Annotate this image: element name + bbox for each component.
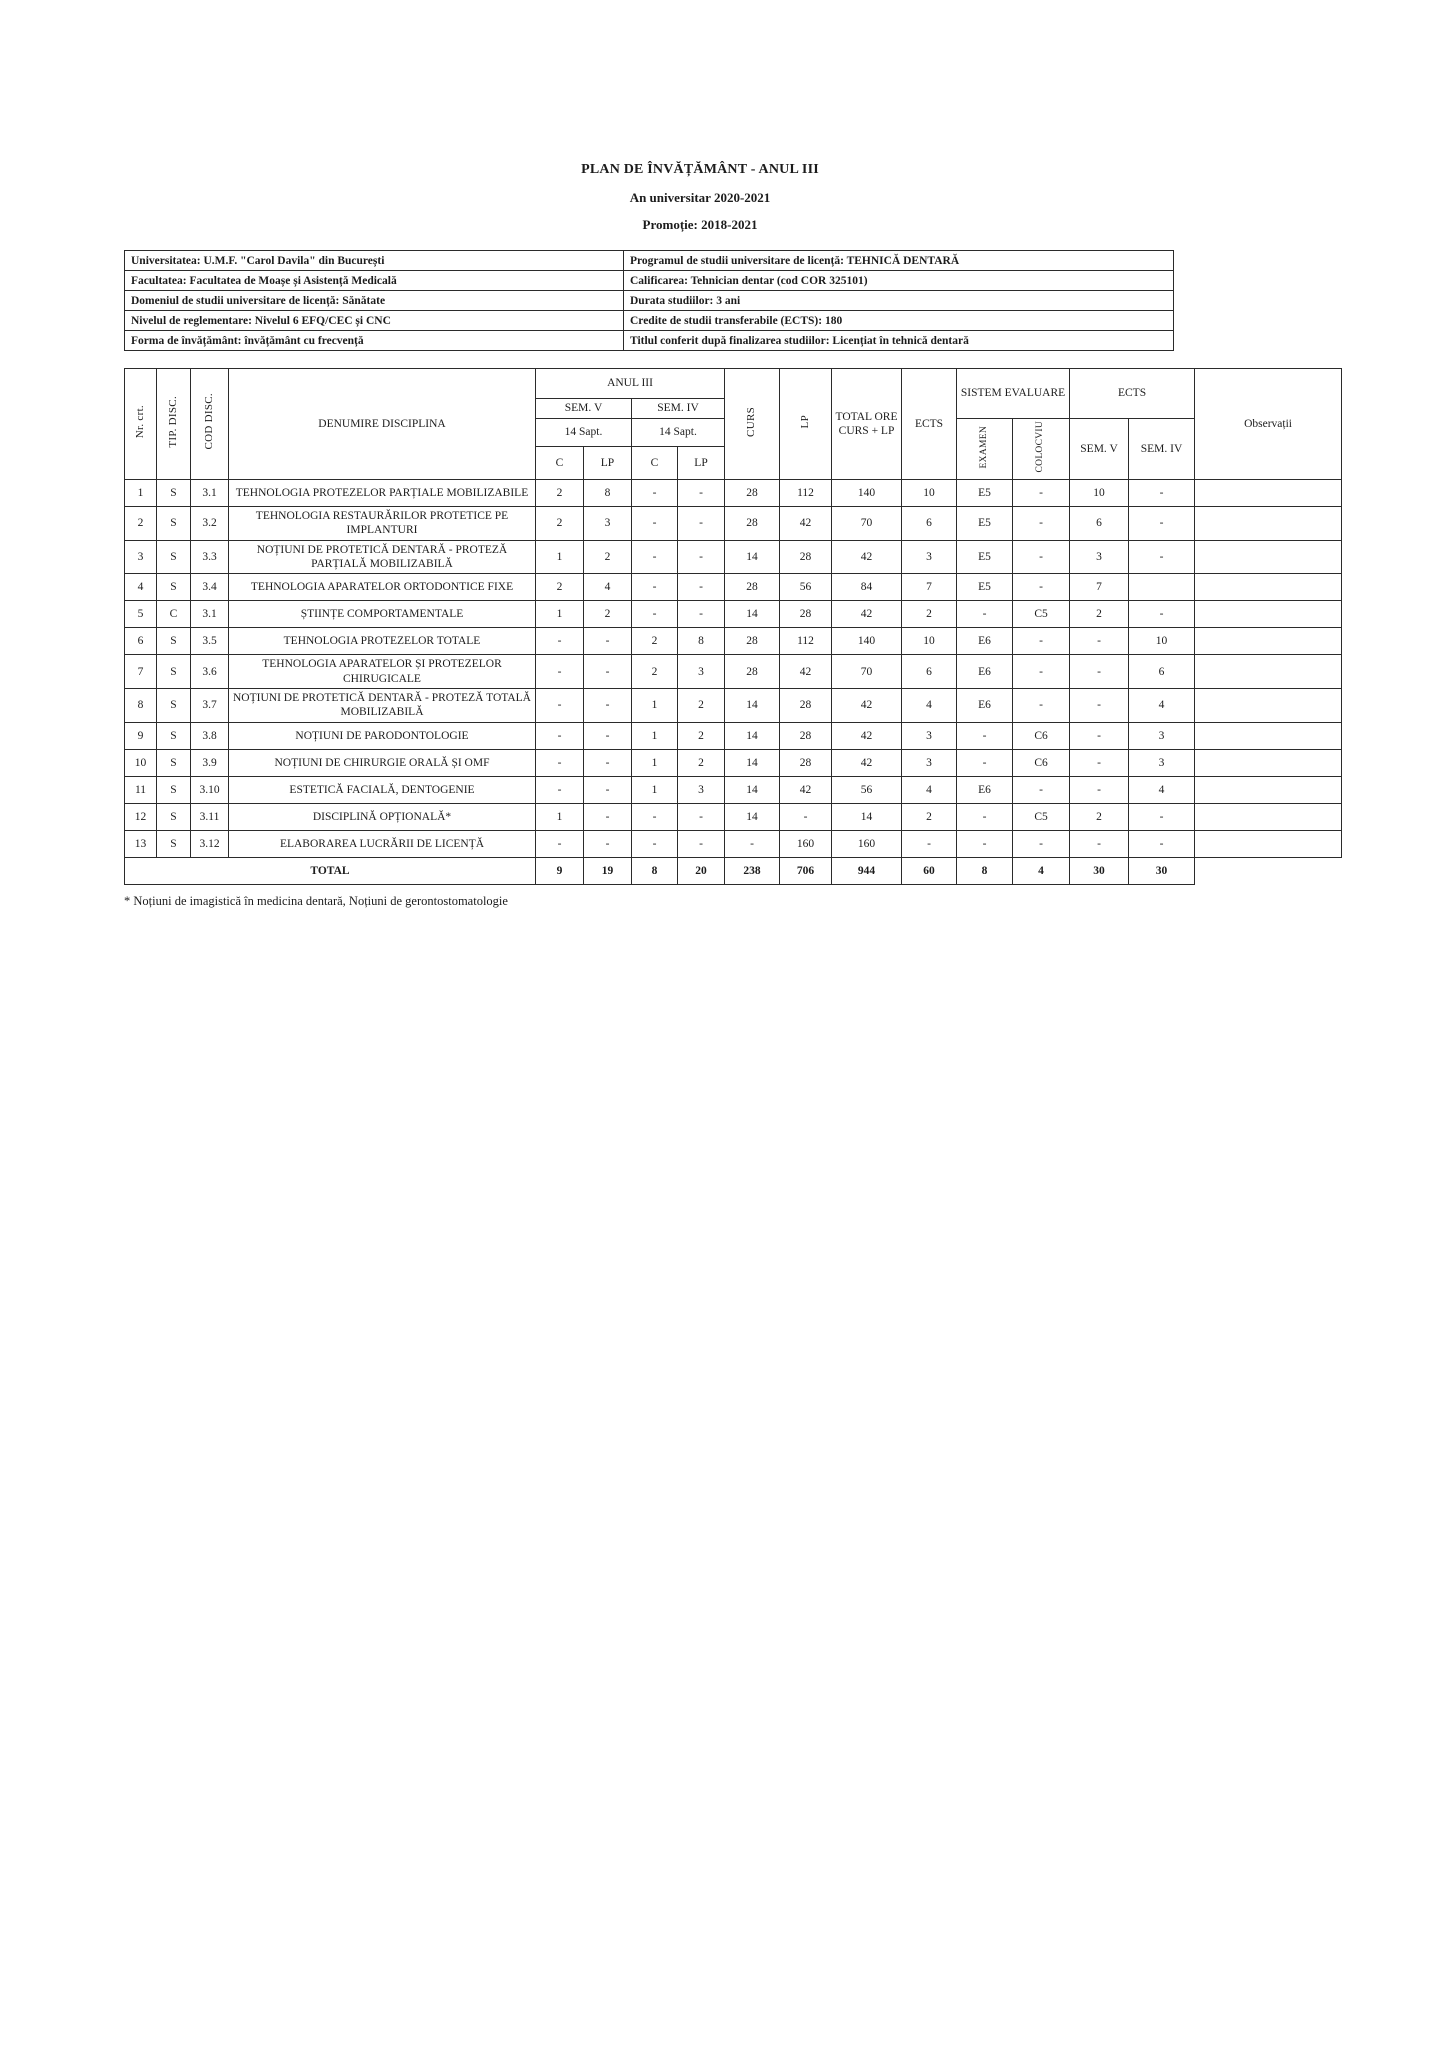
cell-sem5-lp: 2 xyxy=(584,601,632,628)
cell-ects-sem5: - xyxy=(1070,749,1129,776)
col-header-ects-sem-v: SEM. V xyxy=(1070,419,1129,480)
cell-ects: 7 xyxy=(902,574,957,601)
cell-ects-sem4: - xyxy=(1129,540,1195,574)
cell-total-ore: 84 xyxy=(832,574,902,601)
table-row xyxy=(125,601,1342,628)
cell-ects: 3 xyxy=(902,749,957,776)
cell-tip-disc: S xyxy=(157,830,191,857)
info-durata: Durata studiilor: 3 ani xyxy=(624,291,1174,311)
cell-observatii xyxy=(1195,749,1342,776)
cell-total-ore: 160 xyxy=(832,830,902,857)
cell-observatii xyxy=(1195,479,1342,506)
cell-curs: 14 xyxy=(725,749,780,776)
cell-total-ore: 14 xyxy=(832,803,902,830)
cell-examen: E5 xyxy=(957,506,1013,540)
cell-ects: 2 xyxy=(902,803,957,830)
cell-sem4-c: 1 xyxy=(632,722,678,749)
cell-observatii xyxy=(1195,574,1342,601)
total-ore: 944 xyxy=(832,857,902,884)
total-label: TOTAL xyxy=(125,857,536,884)
cell-cod-disc: 3.1 xyxy=(191,479,229,506)
col-header-observatii: Observații xyxy=(1195,369,1342,480)
cell-ects-sem4: 3 xyxy=(1129,722,1195,749)
cell-colocviu: C6 xyxy=(1013,722,1070,749)
cell-examen: E5 xyxy=(957,479,1013,506)
cell-sem5-lp: - xyxy=(584,628,632,655)
table-row xyxy=(125,749,1342,776)
cell-ects-sem4: 6 xyxy=(1129,655,1195,689)
table-row xyxy=(125,479,1342,506)
col-header-curs: CURS xyxy=(725,369,780,480)
cell-lp: 42 xyxy=(780,776,832,803)
cell-lp: 56 xyxy=(780,574,832,601)
cell-nr: 4 xyxy=(125,574,157,601)
cell-sem5-c: - xyxy=(536,749,584,776)
cell-sem4-lp: - xyxy=(678,803,725,830)
cell-sem4-c: 2 xyxy=(632,628,678,655)
cell-colocviu: - xyxy=(1013,776,1070,803)
cell-sem4-c: 1 xyxy=(632,749,678,776)
info-domeniul: Domeniul de studii universitare de licență: Sănătate xyxy=(125,291,624,311)
cell-tip-disc: C xyxy=(157,601,191,628)
table-row xyxy=(125,628,1342,655)
cell-cod-disc: 3.10 xyxy=(191,776,229,803)
total-sem5-lp: 19 xyxy=(584,857,632,884)
info-box xyxy=(124,250,1174,351)
cell-nr: 5 xyxy=(125,601,157,628)
cell-lp: 112 xyxy=(780,628,832,655)
table-row xyxy=(125,689,1342,723)
cell-ects-sem5: 2 xyxy=(1070,601,1129,628)
cell-sem4-c: - xyxy=(632,506,678,540)
col-header-ects-sem-iv: SEM. IV xyxy=(1129,419,1195,480)
col-header-tip-disc: TIP. DISC. xyxy=(157,369,191,480)
cell-sem5-lp: 2 xyxy=(584,540,632,574)
cell-observatii xyxy=(1195,540,1342,574)
col-header-colocviu: COLOCVIU xyxy=(1013,419,1070,480)
cell-sem5-c: - xyxy=(536,830,584,857)
cell-nr: 11 xyxy=(125,776,157,803)
cell-sem4-c: - xyxy=(632,830,678,857)
cell-curs: 14 xyxy=(725,540,780,574)
cell-ects-sem5: - xyxy=(1070,628,1129,655)
cell-total-ore: 56 xyxy=(832,776,902,803)
footnote: * Noțiuni de imagistică în medicina dentară, Noțiuni de gerontostomatologie xyxy=(124,893,508,908)
col-header-sistem-evaluare: SISTEM EVALUARE xyxy=(957,369,1070,419)
cell-examen: - xyxy=(957,830,1013,857)
cell-sem5-lp: - xyxy=(584,776,632,803)
col-header-cod-disc: COD DISC. xyxy=(191,369,229,480)
info-universitatea: Universitatea: U.M.F. "Carol Davila" din București xyxy=(125,251,624,271)
col-header-sapt-v: 14 Sapt. xyxy=(536,419,632,447)
cell-ects-sem4: 10 xyxy=(1129,628,1195,655)
cell-tip-disc: S xyxy=(157,574,191,601)
total-row xyxy=(125,857,1342,884)
cell-curs: 14 xyxy=(725,803,780,830)
col-header-lp: LP xyxy=(780,369,832,480)
cell-lp: 28 xyxy=(780,749,832,776)
cell-ects-sem5: 6 xyxy=(1070,506,1129,540)
cell-nr: 2 xyxy=(125,506,157,540)
cell-nr: 13 xyxy=(125,830,157,857)
cell-sem4-lp: 2 xyxy=(678,749,725,776)
cell-sem5-c: - xyxy=(536,628,584,655)
cell-total-ore: 70 xyxy=(832,655,902,689)
table-row xyxy=(125,506,1342,540)
cell-colocviu: - xyxy=(1013,540,1070,574)
cell-sem5-c: - xyxy=(536,689,584,723)
cell-denumire: TEHNOLOGIA APARATELOR ȘI PROTEZELOR CHIRUGICALE xyxy=(229,655,536,689)
cell-cod-disc: 3.3 xyxy=(191,540,229,574)
cell-sem5-lp: 3 xyxy=(584,506,632,540)
cell-ects-sem5: 2 xyxy=(1070,803,1129,830)
cell-denumire: NOȚIUNI DE PARODONTOLOGIE xyxy=(229,722,536,749)
cell-ects-sem5: 7 xyxy=(1070,574,1129,601)
col-header-lp-sem-iv: LP xyxy=(678,446,725,479)
total-lp: 706 xyxy=(780,857,832,884)
cell-ects: - xyxy=(902,830,957,857)
cell-examen: - xyxy=(957,601,1013,628)
cell-colocviu: C5 xyxy=(1013,803,1070,830)
cell-ects: 10 xyxy=(902,479,957,506)
col-header-total-ore: TOTAL ORE CURS + LP xyxy=(832,369,902,480)
cell-curs: 14 xyxy=(725,601,780,628)
cell-cod-disc: 3.11 xyxy=(191,803,229,830)
cell-observatii xyxy=(1195,776,1342,803)
total-sem4-c: 8 xyxy=(632,857,678,884)
info-credite: Credite de studii transferabile (ECTS): 180 xyxy=(624,311,1174,331)
cell-tip-disc: S xyxy=(157,749,191,776)
cell-lp: 160 xyxy=(780,830,832,857)
cell-sem5-c: 2 xyxy=(536,506,584,540)
cell-ects: 4 xyxy=(902,689,957,723)
cell-cod-disc: 3.5 xyxy=(191,628,229,655)
cell-tip-disc: S xyxy=(157,628,191,655)
cell-sem5-lp: - xyxy=(584,830,632,857)
cell-ects: 6 xyxy=(902,506,957,540)
cell-lp: 112 xyxy=(780,479,832,506)
col-header-ects: ECTS xyxy=(902,369,957,480)
subtitle-promotion: Promoție: 2018-2021 xyxy=(642,217,758,232)
cell-sem4-c: - xyxy=(632,601,678,628)
cell-curs: 28 xyxy=(725,479,780,506)
cell-examen: - xyxy=(957,803,1013,830)
cell-ects-sem5: - xyxy=(1070,722,1129,749)
cell-sem4-c: 1 xyxy=(632,689,678,723)
cell-sem4-lp: 8 xyxy=(678,628,725,655)
cell-total-ore: 140 xyxy=(832,628,902,655)
cell-colocviu: C6 xyxy=(1013,749,1070,776)
cell-curs: 28 xyxy=(725,628,780,655)
cell-sem4-lp: - xyxy=(678,574,725,601)
info-nivelul: Nivelul de reglementare: Nivelul 6 EFQ/CEC și CNC xyxy=(125,311,624,331)
col-header-sapt-iv: 14 Sapt. xyxy=(632,419,725,447)
cell-colocviu: C5 xyxy=(1013,601,1070,628)
col-header-c-sem-v: C xyxy=(536,446,584,479)
cell-observatii xyxy=(1195,830,1342,857)
cell-sem5-lp: 8 xyxy=(584,479,632,506)
info-programul: Programul de studii universitare de licență: TEHNICĂ DENTARĂ xyxy=(624,251,1174,271)
cell-nr: 9 xyxy=(125,722,157,749)
cell-colocviu: - xyxy=(1013,628,1070,655)
cell-tip-disc: S xyxy=(157,655,191,689)
cell-cod-disc: 3.1 xyxy=(191,601,229,628)
total-ects: 60 xyxy=(902,857,957,884)
cell-sem5-lp: 4 xyxy=(584,574,632,601)
cell-cod-disc: 3.12 xyxy=(191,830,229,857)
curriculum-table xyxy=(124,368,1342,885)
cell-nr: 6 xyxy=(125,628,157,655)
cell-ects: 3 xyxy=(902,722,957,749)
cell-denumire: DISCIPLINĂ OPȚIONALĂ* xyxy=(229,803,536,830)
title-block xyxy=(124,162,1276,233)
cell-nr: 10 xyxy=(125,749,157,776)
cell-ects-sem4: - xyxy=(1129,479,1195,506)
col-header-nr-crt: Nr. crt. xyxy=(125,369,157,480)
cell-denumire: ELABORAREA LUCRĂRII DE LICENȚĂ xyxy=(229,830,536,857)
total-ects-sem4: 30 xyxy=(1129,857,1195,884)
cell-nr: 7 xyxy=(125,655,157,689)
cell-sem4-c: 1 xyxy=(632,776,678,803)
cell-ects-sem5: - xyxy=(1070,830,1129,857)
table-row xyxy=(125,776,1342,803)
cell-colocviu: - xyxy=(1013,655,1070,689)
cell-tip-disc: S xyxy=(157,776,191,803)
cell-sem4-c: - xyxy=(632,574,678,601)
total-examen: 8 xyxy=(957,857,1013,884)
col-header-sem-v: SEM. V xyxy=(536,399,632,419)
cell-observatii xyxy=(1195,628,1342,655)
cell-examen: E5 xyxy=(957,540,1013,574)
cell-ects-sem4: 4 xyxy=(1129,776,1195,803)
cell-sem4-c: - xyxy=(632,479,678,506)
cell-sem5-lp: - xyxy=(584,749,632,776)
info-calificarea: Calificarea: Tehnician dentar (cod COR 325101) xyxy=(624,271,1174,291)
cell-sem4-lp: - xyxy=(678,540,725,574)
cell-ects-sem4 xyxy=(1129,574,1195,601)
cell-sem5-c: - xyxy=(536,722,584,749)
cell-ects-sem4: 4 xyxy=(1129,689,1195,723)
cell-sem5-lp: - xyxy=(584,689,632,723)
cell-tip-disc: S xyxy=(157,506,191,540)
cell-sem4-lp: - xyxy=(678,830,725,857)
cell-denumire: ȘTIINȚE COMPORTAMENTALE xyxy=(229,601,536,628)
total-sem5-c: 9 xyxy=(536,857,584,884)
cell-lp: - xyxy=(780,803,832,830)
cell-ects-sem4: - xyxy=(1129,601,1195,628)
cell-denumire: TEHNOLOGIA PROTEZELOR PARȚIALE MOBILIZABILE xyxy=(229,479,536,506)
info-row xyxy=(125,311,1174,331)
cell-observatii xyxy=(1195,803,1342,830)
cell-colocviu: - xyxy=(1013,479,1070,506)
table-row xyxy=(125,803,1342,830)
cell-examen: E5 xyxy=(957,574,1013,601)
cell-sem4-lp: 3 xyxy=(678,776,725,803)
total-sem4-lp: 20 xyxy=(678,857,725,884)
cell-sem5-lp: - xyxy=(584,655,632,689)
cell-lp: 42 xyxy=(780,506,832,540)
cell-total-ore: 42 xyxy=(832,540,902,574)
cell-observatii xyxy=(1195,506,1342,540)
cell-colocviu: - xyxy=(1013,506,1070,540)
cell-total-ore: 70 xyxy=(832,506,902,540)
cell-nr: 8 xyxy=(125,689,157,723)
cell-observatii xyxy=(1195,601,1342,628)
info-row xyxy=(125,331,1174,351)
cell-total-ore: 42 xyxy=(832,601,902,628)
cell-curs: 28 xyxy=(725,506,780,540)
col-header-lp-sem-v: LP xyxy=(584,446,632,479)
cell-cod-disc: 3.2 xyxy=(191,506,229,540)
subtitle-academic-year: An universitar 2020-2021 xyxy=(629,190,771,205)
cell-sem5-lp: - xyxy=(584,803,632,830)
cell-nr: 3 xyxy=(125,540,157,574)
cell-tip-disc: S xyxy=(157,689,191,723)
cell-sem4-lp: 2 xyxy=(678,689,725,723)
cell-tip-disc: S xyxy=(157,803,191,830)
table-row xyxy=(125,830,1342,857)
cell-curs: 14 xyxy=(725,689,780,723)
cell-colocviu: - xyxy=(1013,574,1070,601)
cell-denumire: NOȚIUNI DE CHIRURGIE ORALĂ ȘI OMF xyxy=(229,749,536,776)
col-header-examen: EXAMEN xyxy=(957,419,1013,480)
cell-nr: 1 xyxy=(125,479,157,506)
info-row xyxy=(125,271,1174,291)
cell-colocviu: - xyxy=(1013,830,1070,857)
cell-sem5-c: 2 xyxy=(536,479,584,506)
cell-examen: E6 xyxy=(957,689,1013,723)
col-header-anul-iii: ANUL III xyxy=(536,369,725,399)
cell-observatii xyxy=(1195,689,1342,723)
info-facultatea: Facultatea: Facultatea de Moașe și Asistență Medicală xyxy=(125,271,624,291)
cell-denumire: TEHNOLOGIA RESTAURĂRILOR PROTETICE PE IMPLANTURI xyxy=(229,506,536,540)
cell-cod-disc: 3.4 xyxy=(191,574,229,601)
cell-sem5-c: - xyxy=(536,776,584,803)
cell-tip-disc: S xyxy=(157,540,191,574)
cell-denumire: TEHNOLOGIA PROTEZELOR TOTALE xyxy=(229,628,536,655)
info-row xyxy=(125,291,1174,311)
cell-colocviu: - xyxy=(1013,689,1070,723)
cell-sem5-c: - xyxy=(536,655,584,689)
cell-sem5-c: 2 xyxy=(536,574,584,601)
cell-tip-disc: S xyxy=(157,722,191,749)
cell-ects: 10 xyxy=(902,628,957,655)
cell-lp: 28 xyxy=(780,540,832,574)
cell-sem4-lp: - xyxy=(678,506,725,540)
cell-sem5-c: 1 xyxy=(536,540,584,574)
cell-sem4-lp: 3 xyxy=(678,655,725,689)
cell-curs: - xyxy=(725,830,780,857)
cell-sem5-c: 1 xyxy=(536,601,584,628)
cell-observatii xyxy=(1195,655,1342,689)
cell-cod-disc: 3.8 xyxy=(191,722,229,749)
total-curs: 238 xyxy=(725,857,780,884)
total-ects-sem5: 30 xyxy=(1070,857,1129,884)
cell-total-ore: 140 xyxy=(832,479,902,506)
cell-examen: E6 xyxy=(957,655,1013,689)
col-header-sem-iv: SEM. IV xyxy=(632,399,725,419)
info-titlul: Titlul conferit după finalizarea studiilor: Licențiat în tehnică dentară xyxy=(624,331,1174,351)
cell-lp: 28 xyxy=(780,601,832,628)
cell-denumire: NOȚIUNI DE PROTETICĂ DENTARĂ - PROTEZĂ PARȚIALĂ MOBILIZABILĂ xyxy=(229,540,536,574)
cell-examen: - xyxy=(957,749,1013,776)
cell-sem4-lp: 2 xyxy=(678,722,725,749)
total-colocviu: 4 xyxy=(1013,857,1070,884)
cell-ects-sem4: - xyxy=(1129,803,1195,830)
cell-total-ore: 42 xyxy=(832,749,902,776)
cell-total-ore: 42 xyxy=(832,722,902,749)
col-header-denumire: DENUMIRE DISCIPLINA xyxy=(229,369,536,480)
cell-ects-sem5: - xyxy=(1070,776,1129,803)
cell-cod-disc: 3.7 xyxy=(191,689,229,723)
cell-ects-sem5: - xyxy=(1070,689,1129,723)
cell-lp: 42 xyxy=(780,655,832,689)
cell-denumire: TEHNOLOGIA APARATELOR ORTODONTICE FIXE xyxy=(229,574,536,601)
cell-sem4-c: - xyxy=(632,540,678,574)
info-row xyxy=(125,251,1174,271)
cell-sem4-lp: - xyxy=(678,601,725,628)
col-header-ects-group: ECTS xyxy=(1070,369,1195,419)
cell-ects-sem5: 10 xyxy=(1070,479,1129,506)
cell-examen: - xyxy=(957,722,1013,749)
cell-denumire: NOȚIUNI DE PROTETICĂ DENTARĂ - PROTEZĂ TOTALĂ MOBILIZABILĂ xyxy=(229,689,536,723)
cell-observatii xyxy=(1195,722,1342,749)
cell-sem5-c: 1 xyxy=(536,803,584,830)
page-title: PLAN DE ÎNVĂȚĂMÂNT - ANUL III xyxy=(581,162,819,177)
col-header-c-sem-iv: C xyxy=(632,446,678,479)
table-row xyxy=(125,574,1342,601)
cell-ects: 2 xyxy=(902,601,957,628)
cell-lp: 28 xyxy=(780,722,832,749)
cell-ects: 6 xyxy=(902,655,957,689)
table-row xyxy=(125,655,1342,689)
cell-ects: 4 xyxy=(902,776,957,803)
cell-examen: E6 xyxy=(957,776,1013,803)
cell-ects-sem4: - xyxy=(1129,506,1195,540)
cell-cod-disc: 3.6 xyxy=(191,655,229,689)
cell-ects-sem4: 3 xyxy=(1129,749,1195,776)
cell-total-ore: 42 xyxy=(832,689,902,723)
cell-curs: 14 xyxy=(725,722,780,749)
cell-tip-disc: S xyxy=(157,479,191,506)
cell-nr: 12 xyxy=(125,803,157,830)
cell-sem4-c: 2 xyxy=(632,655,678,689)
cell-ects-sem5: - xyxy=(1070,655,1129,689)
cell-lp: 28 xyxy=(780,689,832,723)
cell-sem5-lp: - xyxy=(584,722,632,749)
cell-curs: 14 xyxy=(725,776,780,803)
table-row xyxy=(125,722,1342,749)
cell-ects: 3 xyxy=(902,540,957,574)
cell-cod-disc: 3.9 xyxy=(191,749,229,776)
cell-ects-sem5: 3 xyxy=(1070,540,1129,574)
cell-sem4-c: - xyxy=(632,803,678,830)
table-row xyxy=(125,540,1342,574)
cell-denumire: ESTETICĂ FACIALĂ, DENTOGENIE xyxy=(229,776,536,803)
cell-curs: 28 xyxy=(725,655,780,689)
cell-curs: 28 xyxy=(725,574,780,601)
cell-sem4-lp: - xyxy=(678,479,725,506)
cell-examen: E6 xyxy=(957,628,1013,655)
cell-ects-sem4: - xyxy=(1129,830,1195,857)
info-forma: Forma de învățământ: învățământ cu frecvență xyxy=(125,331,624,351)
